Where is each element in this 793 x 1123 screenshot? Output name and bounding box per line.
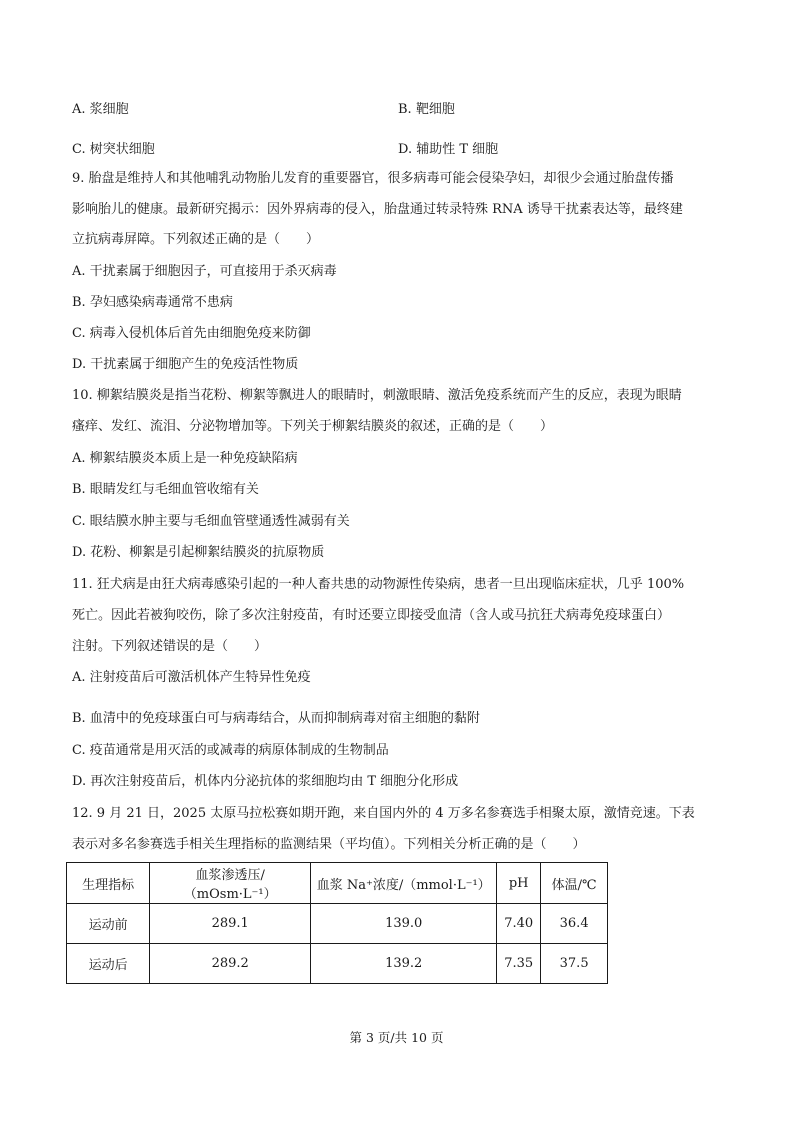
vitals-table <box>66 862 608 984</box>
q12-stem-line: 表示对多名参赛选手相关生理指标的监测结果（平均值）。下列相关分析正确的是（ ） <box>72 837 586 852</box>
q10-stem-line: 10. 柳絮结膜炎是指当花粉、柳絮等飘进人的眼睛时，刺激眼睛、激活免疫系统而产生的反应，表现为眼睛 <box>72 388 682 403</box>
q11-stem-line: 死亡。因此若被狗咬伤，除了多次注射疫苗，有时还要立即接受血清（含人或马抗狂犬病毒免疫球蛋白） <box>72 608 671 623</box>
q8-option-b: B. 靶细胞 <box>398 102 455 117</box>
q11-option-d: D. 再次注射疫苗后，机体内分泌抗体的浆细胞均由 T 细胞分化形成 <box>72 774 459 789</box>
table-cell: 7.40 <box>497 904 541 944</box>
q9-option-d: D. 干扰素属于细胞产生的免疫活性物质 <box>72 357 299 372</box>
table-cell: 139.0 <box>311 904 497 944</box>
q11-stem-line: 11. 狂犬病是由狂犬病毒感染引起的一种人畜共患的动物源性传染病，患者一旦出现临床症状，几乎 100% <box>72 577 685 592</box>
page-footer: 第 3 页/共 10 页 <box>349 1030 444 1045</box>
table-cell: 36.4 <box>541 904 608 944</box>
q9-option-c: C. 病毒入侵机体后首先由细胞免疫来防御 <box>72 326 311 341</box>
q8-option-d: D. 辅助性 T 细胞 <box>398 142 499 157</box>
q11-option-b: B. 血清中的免疫球蛋白可与病毒结合，从而抑制病毒对宿主细胞的黏附 <box>72 711 480 726</box>
q10-stem-line: 瘙痒、发红、流泪、分泌物增加等。下列关于柳絮结膜炎的叙述，正确的是（ ） <box>72 419 554 434</box>
q11-option-a: A. 注射疫苗后可激活机体产生特异性免疫 <box>72 670 311 685</box>
table-header-cell: 血浆渗透压/（mOsm·L⁻¹） <box>150 863 311 904</box>
q10-option-a: A. 柳絮结膜炎本质上是一种免疫缺陷病 <box>72 451 298 466</box>
q8-option-c: C. 树突状细胞 <box>72 142 155 157</box>
table-row <box>67 904 608 944</box>
table-cell: 289.2 <box>150 944 311 984</box>
q11-option-c: C. 疫苗通常是用灭活的或减毒的病原体制成的生物制品 <box>72 743 389 758</box>
q9-stem-line: 影响胎儿的健康。最新研究揭示：因外界病毒的侵入，胎盘通过转录特殊 RNA 诱导干扰素表达等，最终建 <box>72 202 683 217</box>
q9-option-b: B. 孕妇感染病毒通常不患病 <box>72 295 233 310</box>
q10-option-d: D. 花粉、柳絮是引起柳絮结膜炎的抗原物质 <box>72 545 325 560</box>
q9-stem-line: 9. 胎盘是维持人和其他哺乳动物胎儿发育的重要器官，很多病毒可能会侵染孕妇，却很少会通过胎盘传播 <box>72 171 674 186</box>
table-header-cell: 血浆 Na⁺浓度/（mmol·L⁻¹） <box>311 863 497 904</box>
table-cell: 289.1 <box>150 904 311 944</box>
q11-stem-line: 注射。下列叙述错误的是（ ） <box>72 639 268 654</box>
table-cell: 139.2 <box>311 944 497 984</box>
q8-option-a: A. 浆细胞 <box>72 102 129 117</box>
table-header-row <box>67 863 608 904</box>
table-row <box>67 944 608 984</box>
table-header-cell: 生理指标 <box>67 863 150 904</box>
q10-option-c: C. 眼结膜水肿主要与毛细血管壁通透性减弱有关 <box>72 514 350 529</box>
table-cell: 运动前 <box>67 904 150 944</box>
q12-stem-line: 12. 9 月 21 日，2025 太原马拉松赛如期开跑，来自国内外的 4 万多名参赛选手相聚太原，激情竞速。下表 <box>72 806 695 821</box>
q9-option-a: A. 干扰素属于细胞因子，可直接用于杀灭病毒 <box>72 264 337 279</box>
table-cell: 7.35 <box>497 944 541 984</box>
table-header-cell: pH <box>497 863 541 904</box>
q10-option-b: B. 眼睛发红与毛细血管收缩有关 <box>72 482 259 497</box>
table-cell: 37.5 <box>541 944 608 984</box>
table-header-cell: 体温/℃ <box>541 863 608 904</box>
q9-stem-line: 立抗病毒屏障。下列叙述正确的是（ ） <box>72 232 320 247</box>
table-cell: 运动后 <box>67 944 150 984</box>
